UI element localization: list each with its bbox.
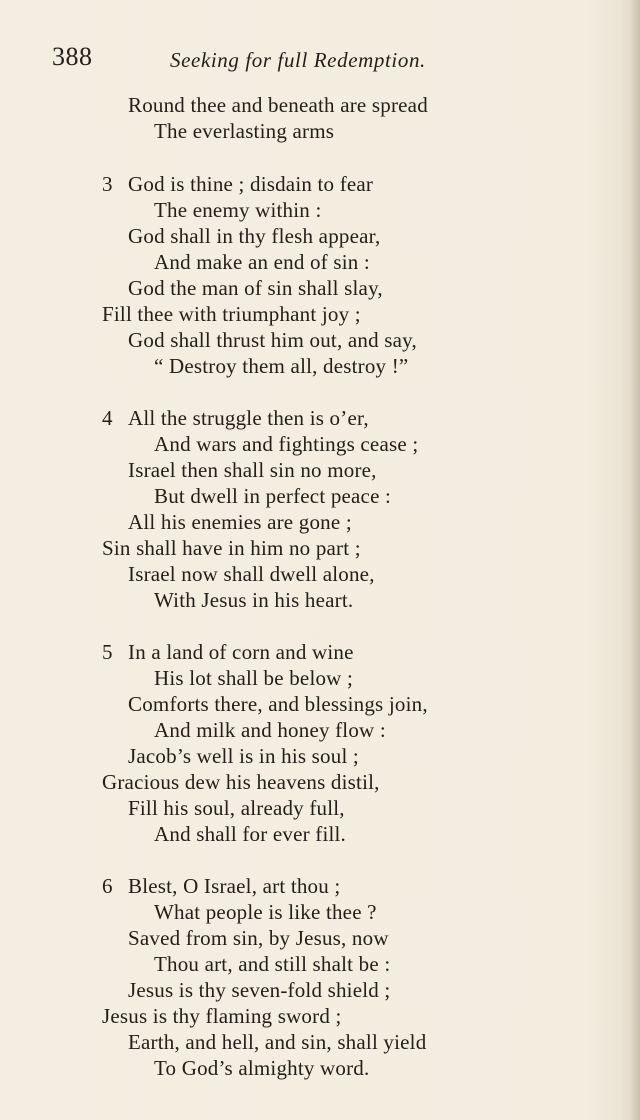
verse-line: All his enemies are gone ; — [128, 510, 352, 534]
verse-line: And milk and honey flow : — [154, 718, 386, 742]
verse-line: God shall thrust him out, and say, — [128, 328, 417, 352]
stanza-number: 5 — [102, 640, 113, 664]
verse-line: And shall for ever fill. — [154, 822, 346, 846]
verse-line: God shall in thy flesh appear, — [128, 224, 381, 248]
verse-line: God the man of sin shall slay, — [128, 276, 383, 300]
verse-line: God is thine ; disdain to fear — [128, 172, 374, 196]
verse-line: Fill his soul, already full, — [128, 796, 345, 820]
verse-line: Earth, and hell, and sin, shall yield — [128, 1030, 427, 1054]
verse-line: “ Destroy them all, destroy !” — [154, 354, 409, 378]
verse-line: Jesus is thy seven-fold shield ; — [128, 978, 391, 1002]
stanza-number: 3 — [102, 172, 113, 196]
page-edge-shadow — [630, 0, 640, 1120]
page-number: 388 — [52, 42, 93, 71]
verse-line: And wars and fightings cease ; — [154, 432, 419, 456]
verse-line: Sin shall have in him no part ; — [102, 536, 361, 560]
verse-line: Saved from sin, by Jesus, now — [128, 926, 389, 950]
verse-line: Jesus is thy flaming sword ; — [102, 1004, 342, 1028]
verse-line: Blest, O Israel, art thou ; — [128, 874, 341, 898]
stanza-number: 6 — [102, 874, 113, 898]
verse-line: And make an end of sin : — [154, 250, 370, 274]
verse-line: Israel now shall dwell alone, — [128, 562, 375, 586]
verse-line: All the struggle then is o’er, — [128, 406, 369, 430]
verse-line: Thou art, and still shalt be : — [154, 952, 391, 976]
verse-line: Jacob’s well is in his soul ; — [128, 744, 359, 768]
verse-line: To God’s almighty word. — [154, 1056, 370, 1080]
verse-line: What people is like thee ? — [154, 900, 377, 924]
verse-line: With Jesus in his heart. — [154, 588, 354, 612]
verse-line: Fill thee with triumphant joy ; — [102, 302, 361, 326]
stanza-number: 4 — [102, 406, 113, 430]
verse-line: Comforts there, and blessings join, — [128, 692, 428, 716]
verse-line: Gracious dew his heavens distil, — [102, 770, 380, 794]
verse-line: But dwell in perfect peace : — [154, 484, 392, 508]
verse-line: Israel then shall sin no more, — [128, 458, 377, 482]
page-header — [52, 42, 512, 76]
verse-line: Round thee and beneath are spread — [128, 93, 428, 117]
running-title: Seeking for full Redemption. — [170, 48, 426, 72]
verse-line: In a land of corn and wine — [128, 640, 354, 664]
verse-line: The enemy within : — [154, 198, 322, 222]
verse-line: The everlasting arms — [154, 119, 335, 143]
verse-line: His lot shall be below ; — [154, 666, 354, 690]
